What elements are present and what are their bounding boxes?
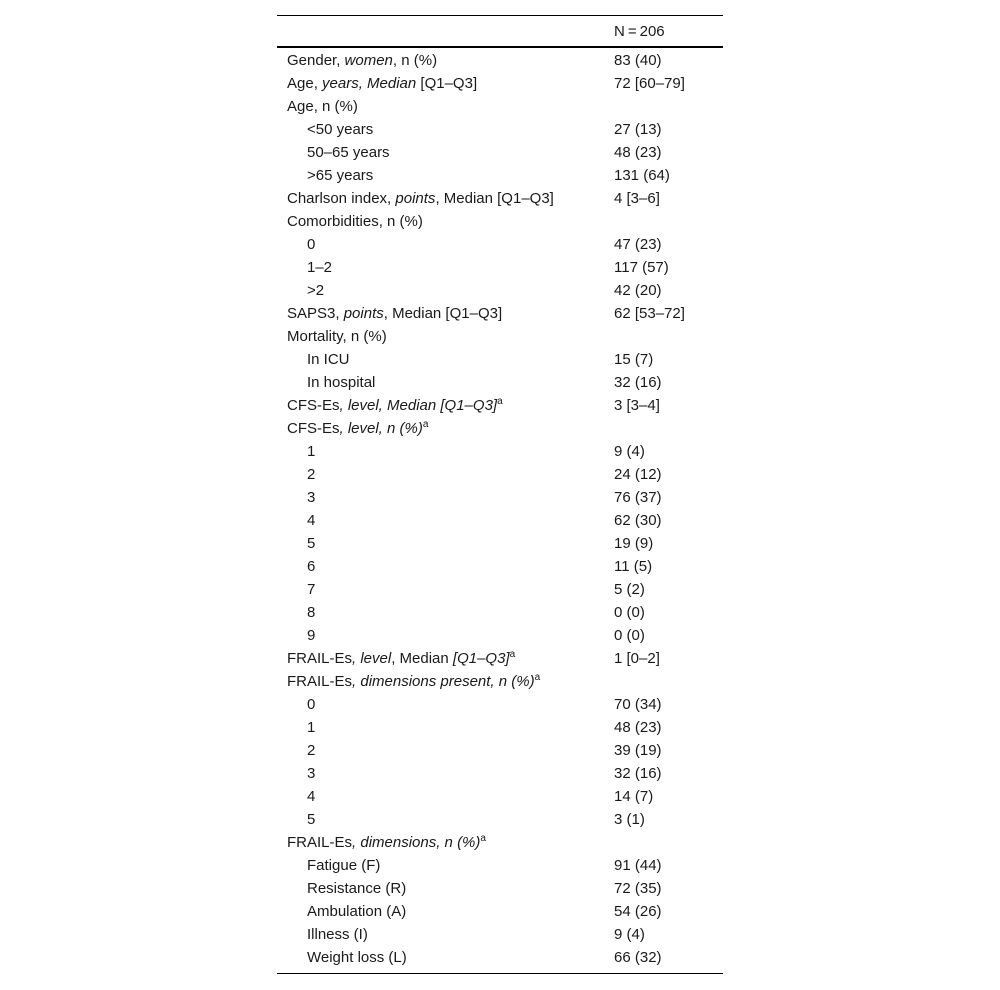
row-label bbox=[307, 371, 375, 394]
row-value: 70 (34) bbox=[614, 696, 662, 713]
row-label-segment: FRAIL-Es bbox=[287, 650, 353, 667]
table-row bbox=[277, 210, 723, 233]
row-value: 83 (40) bbox=[614, 52, 662, 69]
table-row bbox=[277, 256, 723, 279]
footnote-marker: a bbox=[497, 396, 503, 407]
row-label-segment: 1 bbox=[307, 443, 316, 460]
table-row bbox=[277, 693, 723, 716]
row-value: 14 (7) bbox=[614, 788, 654, 805]
table-row bbox=[277, 486, 723, 509]
row-value: 62 [53–72] bbox=[614, 305, 685, 322]
table-row bbox=[277, 279, 723, 302]
row-label bbox=[307, 808, 315, 831]
row-value: 1 [0–2] bbox=[614, 650, 660, 667]
row-label-segment: 0 bbox=[307, 236, 316, 253]
table-row bbox=[277, 670, 723, 693]
row-value: 66 (32) bbox=[614, 949, 662, 966]
table-row bbox=[277, 578, 723, 601]
table-row bbox=[277, 371, 723, 394]
row-label-segment: , Median [Q1–Q3] bbox=[435, 190, 554, 207]
row-value: 15 (7) bbox=[614, 351, 654, 368]
row-label bbox=[307, 854, 380, 877]
row-value: 48 (23) bbox=[614, 144, 662, 161]
row-label bbox=[307, 440, 315, 463]
table-header-row bbox=[277, 16, 723, 47]
row-value: 42 (20) bbox=[614, 282, 662, 299]
row-label-segment: [Q1–Q3] bbox=[452, 650, 510, 667]
row-label-segment: Weight loss (L) bbox=[307, 949, 407, 966]
row-label-segment: Charlson index, bbox=[287, 190, 396, 207]
row-value: 39 (19) bbox=[614, 742, 662, 759]
row-label-segment: 1 bbox=[307, 719, 316, 736]
row-label bbox=[287, 187, 554, 210]
row-value: 24 (12) bbox=[614, 466, 662, 483]
row-value: 91 (44) bbox=[614, 857, 662, 874]
row-value: 3 [3–4] bbox=[614, 397, 660, 414]
table-row bbox=[277, 946, 723, 969]
row-label-segment: 6 bbox=[307, 558, 316, 575]
row-label-segment: years, Median bbox=[322, 75, 417, 92]
row-label-segment: Mortality, n (%) bbox=[287, 328, 387, 345]
row-label-segment: 1–2 bbox=[307, 259, 333, 276]
table-row bbox=[277, 187, 723, 210]
row-value: 3 (1) bbox=[614, 811, 645, 828]
row-label bbox=[307, 141, 390, 164]
row-label bbox=[287, 670, 540, 693]
table-row bbox=[277, 440, 723, 463]
row-value: 19 (9) bbox=[614, 535, 654, 552]
row-label-segment: CFS-Es bbox=[287, 397, 340, 414]
row-label-segment: 7 bbox=[307, 581, 316, 598]
row-label bbox=[287, 302, 502, 325]
row-label bbox=[307, 532, 315, 555]
row-label bbox=[307, 785, 315, 808]
row-label-segment: women bbox=[344, 52, 393, 69]
row-label-segment: , dimensions present, n (%) bbox=[352, 673, 535, 690]
row-label-segment: 2 bbox=[307, 742, 316, 759]
row-value: 11 (5) bbox=[614, 558, 653, 575]
row-label-segment: 2 bbox=[307, 466, 316, 483]
row-label-segment: SAPS3, bbox=[287, 305, 344, 322]
row-label bbox=[307, 279, 324, 302]
table-row bbox=[277, 325, 723, 348]
table-row bbox=[277, 49, 723, 72]
row-label-segment: points bbox=[343, 305, 384, 322]
row-value: 4 [3–6] bbox=[614, 190, 660, 207]
table-row bbox=[277, 785, 723, 808]
row-label-segment: [Q1–Q3] bbox=[416, 75, 478, 92]
row-label bbox=[307, 762, 315, 785]
row-label bbox=[287, 831, 486, 854]
row-label-segment: , level bbox=[352, 650, 392, 667]
row-label bbox=[307, 877, 406, 900]
row-label-segment: 3 bbox=[307, 765, 316, 782]
row-value: 62 (30) bbox=[614, 512, 662, 529]
table-row bbox=[277, 555, 723, 578]
row-label bbox=[307, 256, 332, 279]
table-row bbox=[277, 233, 723, 256]
row-value: 72 [60–79] bbox=[614, 75, 685, 92]
table-row bbox=[277, 141, 723, 164]
row-label bbox=[287, 95, 358, 118]
row-label-segment: >65 years bbox=[307, 167, 374, 184]
row-label-segment: 4 bbox=[307, 788, 316, 805]
row-value: 32 (16) bbox=[614, 374, 662, 391]
table-row bbox=[277, 624, 723, 647]
row-label bbox=[287, 647, 515, 670]
row-label bbox=[307, 693, 315, 716]
table-row bbox=[277, 164, 723, 187]
footnote-marker: a bbox=[480, 833, 486, 844]
row-label-segment: FRAIL-Es bbox=[287, 834, 353, 851]
row-label bbox=[307, 578, 315, 601]
row-label-segment: 8 bbox=[307, 604, 316, 621]
table-row bbox=[277, 417, 723, 440]
row-label-segment: Comorbidities, n (%) bbox=[287, 213, 423, 230]
table-row bbox=[277, 762, 723, 785]
row-label bbox=[287, 72, 477, 95]
row-label bbox=[287, 417, 428, 440]
row-label-segment: Fatigue (F) bbox=[307, 857, 381, 874]
table-row bbox=[277, 302, 723, 325]
table-row bbox=[277, 739, 723, 762]
row-value: 27 (13) bbox=[614, 121, 662, 138]
row-value: 0 (0) bbox=[614, 627, 645, 644]
row-label bbox=[287, 210, 423, 233]
row-label bbox=[307, 716, 315, 739]
row-label bbox=[287, 394, 503, 417]
row-label-segment: <50 years bbox=[307, 121, 374, 138]
header-sample-size: N = 206 bbox=[614, 23, 665, 40]
row-label-segment: Illness (I) bbox=[307, 926, 368, 943]
table-row bbox=[277, 923, 723, 946]
footnote-marker: a bbox=[422, 419, 429, 430]
row-label-segment: , n (%) bbox=[392, 52, 438, 69]
row-label-segment: Resistance (R) bbox=[307, 880, 407, 897]
table-row bbox=[277, 647, 723, 670]
row-label bbox=[287, 49, 437, 72]
row-label bbox=[307, 601, 315, 624]
row-value: 48 (23) bbox=[614, 719, 662, 736]
table-row bbox=[277, 716, 723, 739]
row-value: 9 (4) bbox=[614, 926, 645, 943]
table-row bbox=[277, 532, 723, 555]
row-value: 0 (0) bbox=[614, 604, 645, 621]
row-value: 9 (4) bbox=[614, 443, 645, 460]
table-row bbox=[277, 900, 723, 923]
table-row bbox=[277, 72, 723, 95]
row-label-segment: Ambulation (A) bbox=[307, 903, 407, 920]
row-label bbox=[307, 164, 373, 187]
table-row bbox=[277, 831, 723, 854]
row-value: 72 (35) bbox=[614, 880, 662, 897]
row-label-segment: CFS-Es bbox=[287, 420, 340, 437]
row-label bbox=[307, 923, 368, 946]
row-label bbox=[307, 509, 315, 532]
row-label bbox=[307, 555, 315, 578]
table-row bbox=[277, 394, 723, 417]
table-row bbox=[277, 877, 723, 900]
row-label bbox=[307, 486, 315, 509]
row-label bbox=[307, 118, 373, 141]
table-header-rule bbox=[277, 46, 723, 48]
footnote-marker: a bbox=[534, 672, 541, 683]
row-label-segment: Age, bbox=[287, 75, 323, 92]
row-label bbox=[307, 348, 350, 371]
row-label bbox=[307, 900, 406, 923]
row-label-segment: points bbox=[395, 190, 436, 207]
row-value: 5 (2) bbox=[614, 581, 645, 598]
row-value: 117 (57) bbox=[614, 259, 669, 276]
row-label bbox=[287, 325, 387, 348]
row-label bbox=[307, 233, 315, 256]
table-row bbox=[277, 348, 723, 371]
table-body bbox=[277, 49, 723, 969]
row-label-segment: Age, n (%) bbox=[287, 98, 358, 115]
row-value: 54 (26) bbox=[614, 903, 662, 920]
row-label bbox=[307, 463, 315, 486]
table-row bbox=[277, 463, 723, 486]
row-label-segment: , dimensions, n (%) bbox=[352, 834, 481, 851]
row-label bbox=[307, 946, 407, 969]
row-label bbox=[307, 624, 315, 647]
row-label-segment: 50–65 years bbox=[307, 144, 390, 161]
row-value: 47 (23) bbox=[614, 236, 662, 253]
row-label-segment: 4 bbox=[307, 512, 316, 529]
row-value: 131 (64) bbox=[614, 167, 670, 184]
row-label-segment: Gender, bbox=[287, 52, 345, 69]
row-label-segment: In ICU bbox=[307, 351, 350, 368]
table-row bbox=[277, 854, 723, 877]
row-label bbox=[307, 739, 315, 762]
row-label-segment: 5 bbox=[307, 811, 316, 828]
row-label-segment: 9 bbox=[307, 627, 316, 644]
footnote-marker: a bbox=[509, 649, 516, 660]
table-bottom-rule bbox=[277, 973, 723, 974]
table-row bbox=[277, 509, 723, 532]
row-label-segment: , level, Median [Q1–Q3] bbox=[339, 397, 498, 414]
row-label-segment: >2 bbox=[307, 282, 325, 299]
row-value: 76 (37) bbox=[614, 489, 662, 506]
row-label-segment: 5 bbox=[307, 535, 316, 552]
row-label-segment: FRAIL-Es bbox=[287, 673, 353, 690]
row-label-segment: , Median bbox=[391, 650, 453, 667]
table-row bbox=[277, 808, 723, 831]
row-label-segment: 0 bbox=[307, 696, 316, 713]
row-value: 32 (16) bbox=[614, 765, 662, 782]
row-label-segment: , Median [Q1–Q3] bbox=[383, 305, 503, 322]
table-row bbox=[277, 118, 723, 141]
row-label-segment: 3 bbox=[307, 489, 316, 506]
row-label-segment: , level, n (%) bbox=[339, 420, 423, 437]
table-row bbox=[277, 95, 723, 118]
table-row bbox=[277, 601, 723, 624]
row-label-segment: In hospital bbox=[307, 374, 376, 391]
